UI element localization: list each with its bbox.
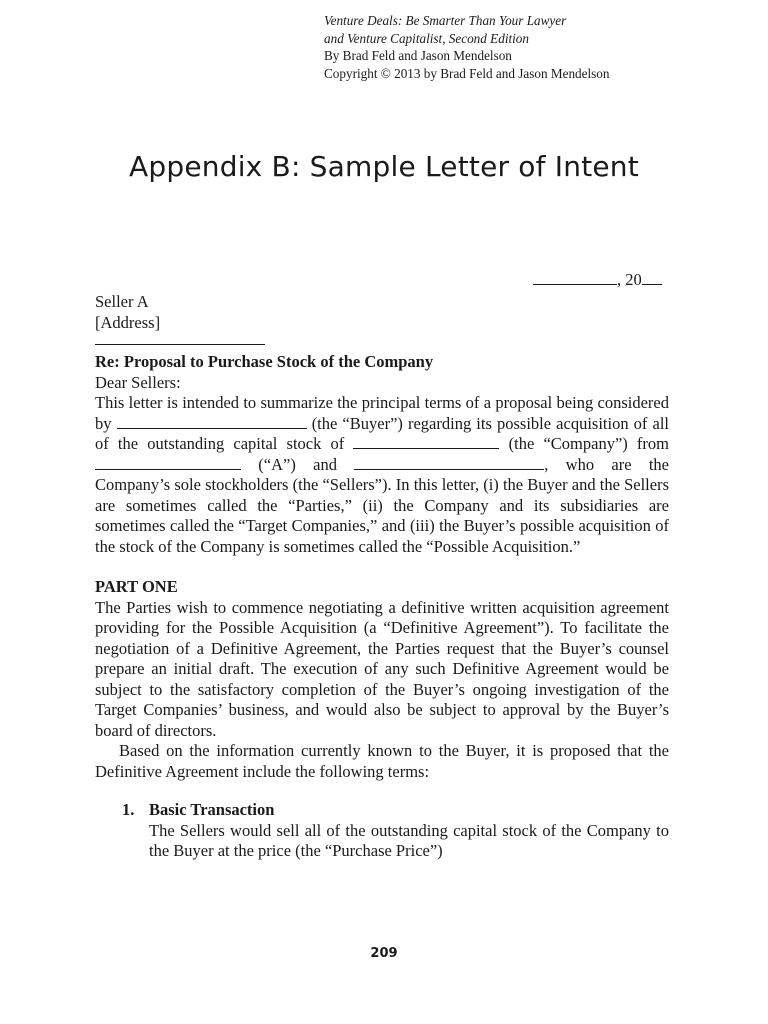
citation-copyright: Copyright © 2013 by Brad Feld and Jason Mendelson xyxy=(324,65,610,81)
intro-text-5: , who are the Company’s sole stockholders (the “Sellers”). In this letter, (i) the Buyer and the Sellers are sometimes called the “Parties,” (ii) the Company and its subsidiaries are sometimes called the “Target Companies,” and (iii) the Buyer’s possible acquisition of the stock of the Company is sometimes called the “Possible Acquisition.” xyxy=(95,454,669,556)
seller-b-blank xyxy=(354,455,544,470)
salutation: Dear Sellers: xyxy=(95,372,181,392)
numbered-item-1 xyxy=(95,800,669,862)
date-line xyxy=(533,270,662,290)
citation-title-line2: and Venture Capitalist, Second Edition xyxy=(324,30,529,46)
book-citation xyxy=(324,12,609,82)
date-blank xyxy=(533,270,617,285)
seller-a-blank xyxy=(95,455,241,470)
section-heading: PART ONE xyxy=(95,577,178,596)
subject-line: Re: Proposal to Purchase Stock of the Company xyxy=(95,352,434,371)
intro-paragraph xyxy=(95,393,669,557)
intro-text-3: (the “Company”) from xyxy=(499,434,670,453)
buyer-blank xyxy=(117,414,307,429)
page-number: 209 xyxy=(370,946,398,961)
addressee-block xyxy=(95,291,160,333)
item-text: The Sellers would sell all of the outstanding capital stock of the Company to the Buyer at the price (the “Purchase Price”) xyxy=(149,820,669,860)
item-heading: Basic Transaction xyxy=(149,800,275,819)
citation-title-line1: Venture Deals: Be Smarter Than Your Lawyer xyxy=(324,13,567,28)
citation-authors: By Brad Feld and Jason Mendelson xyxy=(324,48,512,64)
addressee-name: Seller A xyxy=(95,292,149,311)
year-blank xyxy=(642,270,662,285)
letter-body xyxy=(95,352,669,862)
company-blank xyxy=(353,434,499,449)
page-title: Appendix B: Sample Letter of Intent xyxy=(129,150,639,183)
intro-text-2: (the “Buyer”) regarding its possible acquisition of all of the outstanding capital stock of xyxy=(95,413,669,453)
intro-text-1: This letter is intended to summarize the principal terms of a proposal being considered by xyxy=(95,393,669,433)
addressee-address: [Address] xyxy=(95,313,161,332)
part-one-paragraph-2: Based on the information currently known to the Buyer, it is proposed that the Definitive Agreement include the following terms: xyxy=(95,741,669,781)
address-rule xyxy=(95,344,265,345)
item-number: 1. xyxy=(122,800,135,819)
part-one-paragraph-1: The Parties wish to commence negotiating a definitive written acquisition agreement providing for the Possible Acquisition (a “Definitive Agreement”). To facilitate the negotiation of a Definitive Agreement, the Parties request that the Buyer’s counsel prepare an initial draft. The execution of any such Definitive Agreement would be subject to the satisfactory completion of the Buyer’s ongoing investigation of the Target Companies’ business, and would also be subject to approval by the Buyer’s board of directors. xyxy=(95,597,669,740)
intro-text-4: (“A”) and xyxy=(241,454,355,474)
date-separator: , 20 xyxy=(617,270,642,289)
